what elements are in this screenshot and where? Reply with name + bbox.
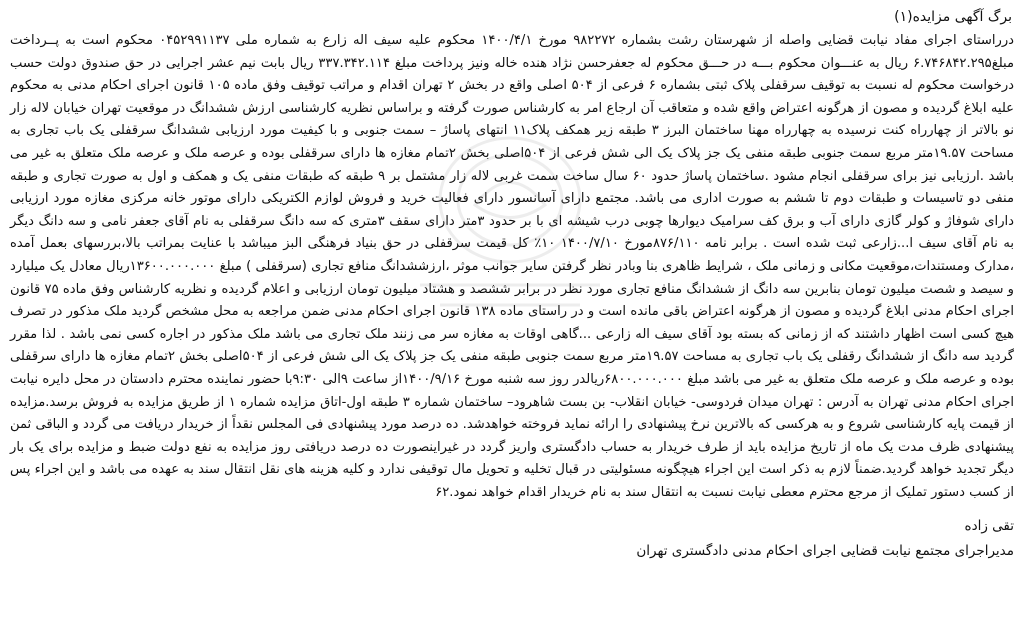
signer-organization: مدیراجرای مجتمع نیابت قضایی اجرای احکام مدنی دادگستری تهران <box>636 543 1014 560</box>
notice-title: برگ آگهی مزایده(۱) <box>894 9 1012 25</box>
notice-body: درراستای اجرای مفاد نیابت قضایی واصله از شهرستان رشت بشماره ۹۸۲۲۷۲ مورخ ۱۴۰۰/۴/۱ محکوم علیه سیف اله زارع به شماره ملی ۰۴۵۲۹۹۱۱۳۷ محکوم است به پــرداخت مبلغ۶.۷۴۶۸۴۲.۲۹۵ ریال به عنـــوان محکوم بـــه در حـــق محکوم له جعفرحسن نژاد هنده خاله ونیز پرداخت مبلغ ۳۳۷.۳۴۲.۱۱۴ ریال بابت نیم عشر اجرایی در حق صندوق دولت حسب درخواست محکوم له نسبت به توقیف سرقفلی پلاک ثبتی بشماره ۶ فرعی از ۵۰۴ اصلی واقع در بخش ۲ تهران اقدام و مراتب توقیف وفق ماده ۱۰۵ قانون اجرای احکام مدنی به محکوم علیه ابلاغ گردیده و مصون از هرگونه اعتراض واقع شده و متعاقب آن ارجاع امر به کارشناس صورت گرفته و براساس نظریه کارشناسی ارزش ششدانگ در موقعیت تهران خیابان لاله زار نو بالاتر از چهارراه کنت نرسیده به چهارراه مهنا ساختمان البرز ۳ طبقه زیر همکف پلاک۱۱ انتهای پاساژ – سمت جنوبی و با کیفیت مورد ارزیابی ششدانگ سرقفلی یک باب تجاری به مساحت ۱۹.۵۷متر مربع سمت جنوبی طبقه منفی یک جز پلاک یک الی شش فرعی از ۵۰۴اصلی بخش ۲تمام مغازه ها دارای سرقفلی بوده و عرصه ملک و عرصه ملک متعلق به غیر می باشد .ارزیابی نیز برای سرقفلی انجام مشود .ساختمان پاساژ حدود ۶۰ سال ساخت سمت غربی لاله زار مشتمل بر ۹ طبقه که طبقات منفی یک و همکف و اول به صورت تجاری و طبقه منفی دو تاسیسات و طبقات دوم تا ششم به صورت اداری می باشد. مجتمع دارای آسانسور دارای فعالیت خرید و فروش لوازم الکتریکی دارای موتور خانه مرکزی مغازه مورد ارزیابی دارای شوفاژ و کولر گازی دارای آب و برق کف سرامیک دیوارها چوبی درب شیشه ای با بر حدود ۳متر دارای سقف ۳متری که سه دانگ سرقفلی به نام آقای جعفر نامی و سه دانگ دیگر به نام آقای سیف ا...زارعی ثبت شده است . برابر نامه ۸۷۶/۱۱۰مورخ ۱۴۰۰/۷/۱۰ ۱۰٪ کل قیمت سرقفلی در حق بنیاد فرهنگی البز میباشد با عنایت بمراتب بالا،بررسهای بعمل آمده ،مدارک ومستندات،موقعیت مکانی و زمانی ملک ، شرایط ظاهری بنا وبادر نظر گرفتن سایر جوانب موثر ،ارزششدانگ منافع تجاری (سرقفلی ) مبلغ ۱۳۶۰۰.۰۰۰.۰۰۰ریال معادل یک میلیارد و سیصد و شصت میلیون تومان بنابرین سه دانگ از ششدانگ منافع تجاری مورد نظر در برابر ششصد و هشتاد میلیون تومان ارزیابی و اعلام گردیده و نظریه کارشناس وفق ماده ۷۵ قانون اجرای احکام مدنی ابلاغ گردیده و مصون از هرگونه اعتراض باقی مانده است و در راستای ماده ۱۳۸ قانون اجرای احکام مدنی ضمن مراجعه به محل مشخص گردید ملک مذکور در تصرف هیچ کسی است اظهار داشتند که از زمانی که بسته بود آقای سیف اله زارعی ...گاهی اوقات به مغازه سر می زنند ملک تجاری می باشد ملک مذکور در اجاره کسی نمی باشد . لذا مقرر گردید سه دانگ از ششدانگ رقفلی یک باب تجاری به مساحت ۱۹.۵۷متر مربع سمت جنوبی طبقه منفی یک جز پلاک یک الی شش فرعی از ۵۰۴اصلی بخش ۲تمام مغازه ها دارای سرقفلی بوده و عرصه ملک و عرصه ملک متعلق به غیر می باشد مبلغ ۶۸۰۰.۰۰۰.۰۰۰ریالدر روز سه شنبه مورخ ۱۴۰۰/۹/۱۶از ساعت ۹الی ۹:۳۰با حضور نماینده محترم دادستان در محل دایره نیابت اجرای احکام مدنی تهران به آدرس : تهران میدان فردوسی- خیابان انقلاب- بن بست شاهرود– ساختمان شماره ۳ طبقه اول-اتاق مزایده شماره ۱ از طریق مزایده به فروش برسد.مزایده از قیمت پایه کارشناسی شروع و به هرکسی که بالاترین نرخ پیشنهادی را ارائه نماید فروخته خواهدشد. ده درصد مورد پیشنهادی فی المجلس نقداً از خریدار دریافت می گردد و الباقی ثمن پیشنهادی ظرف مدت یک ماه از تاریخ مزایده باید از طرف خریدار به حساب دادگستری واریز گردد در غیراینصورت ده درصد دریافتی روز مزایده به نفع دولت ضبط و مزایده برای یک بار دیگر تجدید خواهد گردید.ضمناً لازم به ذکر است این اجراء هیچگونه مسئولیتی در قبال تخلیه و تحویل مال توقیفی ندارد و کلیه هزینه های نقل انتقال سند به عهده می باشد و این اجراء پس از کسب دستور تملیک از مرجع محترم معطی نیابت نسبت به انتقال سند به نام خریدار اقدام خواهد نمود.۶۲ <box>10 33 1015 500</box>
signer-name: تقی زاده <box>964 518 1014 535</box>
